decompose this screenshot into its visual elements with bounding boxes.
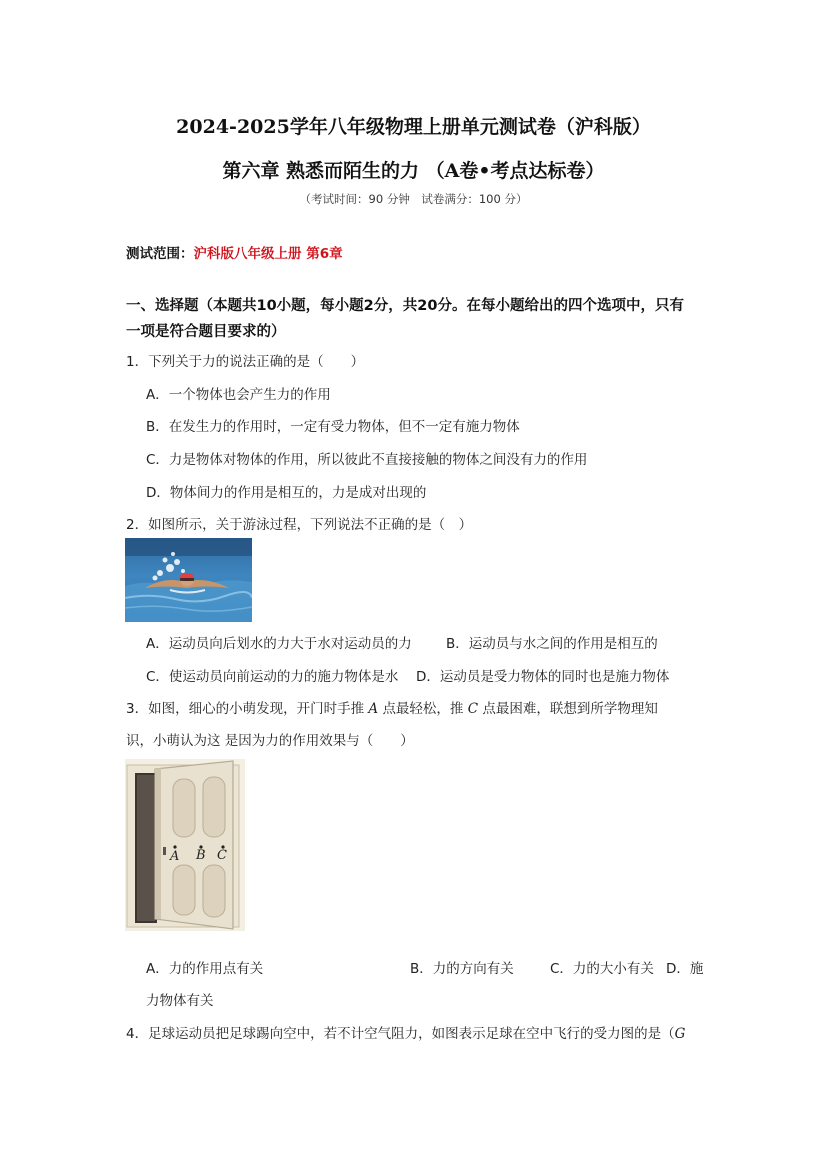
door-figure [125, 759, 245, 931]
door-label-c: C [217, 848, 227, 863]
test-range [126, 242, 343, 262]
point-a-label: A [368, 701, 379, 717]
question-1-option-b: B．在发生力的作用时，一定有受力物体，但不一定有施力物体 [146, 419, 520, 435]
test-range-value: 沪科版八年级上册 第6章 [193, 246, 343, 262]
test-range-label: 测试范围： [126, 246, 194, 262]
question-3-option-a: A．力的作用点有关 [146, 961, 264, 977]
question-2-option-c: C．使运动员向前运动的力的施力物体是水 [146, 669, 399, 685]
question-2-option-d: D．运动员是受力物体的同时也是施力物体 [416, 669, 670, 685]
question-1-stem: 1．下列关于力的说法正确的是（ ） [126, 354, 365, 370]
gravity-symbol: G [674, 1026, 686, 1042]
door-label-b: B [196, 848, 206, 863]
page-title: 2024-2025学年八年级物理上册单元测试卷（沪科版） [176, 116, 651, 138]
point-c-label: C [467, 701, 479, 717]
question-2-option-b: B．运动员与水之间的作用是相互的 [446, 636, 658, 652]
question-2-option-a: A．运动员向后划水的力大于水对运动员的力 [146, 636, 412, 652]
swimmer-photo [125, 538, 252, 622]
page-subtitle: 第六章 熟悉而陌生的力 （A卷•考点达标卷） [222, 160, 605, 182]
question-3-stem-line2: 识，小萌认为这 是因为力的作用效果与（ ） [126, 733, 414, 749]
question-3-option-d-part1: D．施 [666, 961, 704, 977]
question-1-option-d: D．物体间力的作用是相互的，力是成对出现的 [146, 485, 427, 501]
question-1-option-c: C．力是物体对物体的作用，所以彼此不直接接触的物体之间没有力的作用 [146, 452, 588, 468]
section-heading-line2: 一项是符合题目要求的） [126, 324, 286, 340]
section-heading-line1: 一、选择题（本题共10小题，每小题2分，共20分。在每小题给出的四个选项中，只有 [126, 298, 684, 314]
door-label-a: A [170, 849, 180, 864]
question-3-option-b: B．力的方向有关 [410, 961, 514, 977]
question-2-stem: 2．如图所示，关于游泳过程，下列说法不正确的是（ ） [126, 517, 473, 533]
question-1-option-a: A．一个物体也会产生力的作用 [146, 387, 331, 403]
question-4-stem: 4．足球运动员把足球踢向空中，若不计空气阻力，如图表示足球在空中飞行的受力图的是（G [126, 1026, 686, 1042]
exam-info: （考试时间：90 分钟 试卷满分：100 分） [299, 192, 528, 206]
question-3-option-c: C．力的大小有关 [550, 961, 654, 977]
question-3-option-d-part2: 力物体有关 [146, 993, 214, 1009]
question-3-stem-line1: 3．如图，细心的小萌发现，开门时手推 A 点最轻松，推 C 点最困难，联想到所学物理知 [126, 701, 658, 717]
